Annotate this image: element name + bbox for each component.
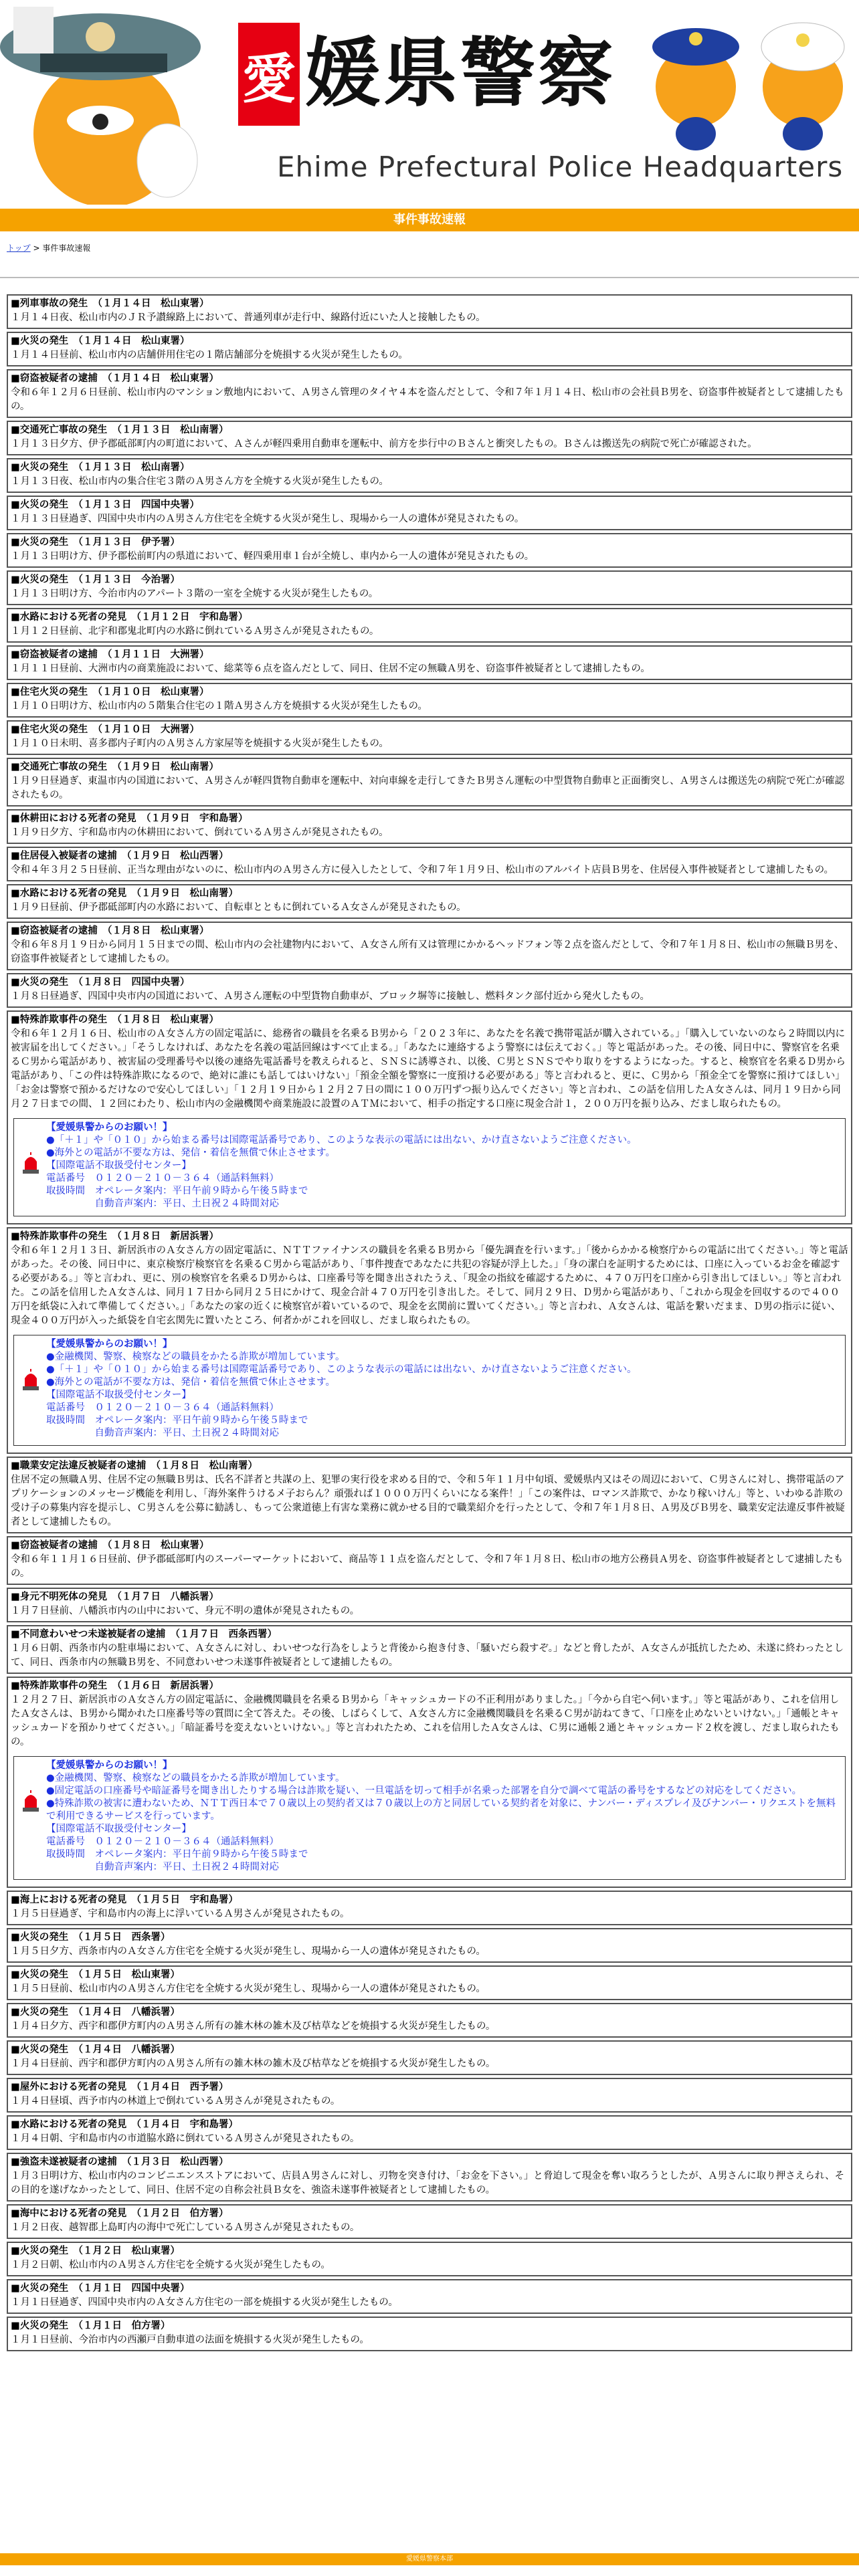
incident-body: 令和６年１２月１３日、新居浜市のＡ女さん方の固定電話に、ＮＴＴファイナンスの職員を名乗るＢ男から「優先調査を行います。」「後からかかる検察庁からの電話に出てください。」等と電話があった。その後、同日中に、東京検察庁検察官を名乗るＣ男から電話があり、「事件捜査であなたに共犯の容疑が浮上した。」「身の潔白を証明するためには、口座に入っているお金を確認する必要がある。」等と言われ、更に、別の検察官を名乗るＤ男からは、口座番号等を聞き出されたうえ、「現金の指紋を確認するために、４７０万円を口座から引き出してほしい。」等と言われた。この話を信用したＡ女さんは、同月１７日から同月２５日にかけて、現金合計４７０万円を引き出した。そして、同月２９日、Ｄ男から電話があり、「これから現金を回収するので４００万円を紙袋に入れて準備してください。」「あなたの家の近くに検察官が着いているので、現金を玄関前に置いてください。」等と言われ、Ａ女さんは、電話を繋いだまま、Ｄ男の指示に従い、現金４００万円が入った紙袋を自宅玄関先に置いたところ、何者かがこれを回収し、だまし取られたもの。 [11,1245,848,1326]
incident-title: ■火災の発生 （１月５日 松山東署） [11,1969,180,1980]
incident-body: 令和６年１１月１６日昼前、伊予郡砥部町内のスーパーマーケットにおいて、商品等１１点を盗んだとして、令和７年１月８日、松山市の地方公務員Ａ男を、窃盗事件被疑者として逮捕したもの。 [11,1554,844,1579]
incident-body: １月１３日昼過ぎ、四国中央市内のＡ男さん方住宅を全焼する火災が発生し、現場から一人の遺体が発見されたもの。 [11,514,524,524]
police-notice-box [13,1118,846,1216]
incident-body: 令和６年８月１９日から同月１５日までの間、松山市内の会社建物内において、Ａ女さん所有又は管理にかかるヘッドフォン等２点を盗んだとして、令和７年１月８日、松山市の無職Ｂ男を、窃盗事件被疑者として逮捕したもの。 [11,940,844,964]
incident-body: １月１４日昼前、松山市内の店舗併用住宅の１階店舗部分を焼損する火災が発生したもの。 [11,350,408,360]
notice-line: ●固定電話の口座番号や暗証番号を聞き出したりする場合は詐欺を疑い、一旦電話を切って相手が名乗った部署を自分で調べて電話の番号をするなどの対応をしてください。 [46,1786,802,1796]
incident-body: １月４日昼頃、西予市内の林道上で倒れているＡ男さんが発見されたもの。 [11,2096,341,2107]
incident-title: ■屋外における死者の発見 （１月４日 西予署） [11,2082,229,2092]
incident-item [7,2279,852,2314]
incident-title: ■身元不明死体の発見 （１月７日 八幡浜署） [11,1592,219,1602]
incident-item [7,1965,852,2000]
site-logo-english: Ehime Prefectural Police Headquarters [277,150,844,183]
notice-line: ●海外との電話が不要な方は、発信・着信を無償で休止させます。 [46,1377,335,1388]
breadcrumb-current: 事件事故速報 [42,243,91,253]
incident-body: １月１３日夕方、伊予郡砥部町内の町道において、Ａさんが軽四乗用自動車を運転中、前方を歩行中のＢさんと衝突したもの。Ｂさんは搬送先の病院で死亡が確認された。 [11,439,757,449]
incident-item [7,458,852,493]
incident-item [7,720,852,755]
incident-body: １月５日夕方、西条市内のＡ女さん方住宅を全焼する火災が発生し、現場から一人の遺体が発見されたもの。 [11,1946,486,1957]
incident-title: ■火災の発生 （１月１３日 伊予署） [11,537,180,548]
incident-title: ■火災の発生 （１月１３日 今治署） [11,574,180,585]
police-notice-box [13,1756,846,1880]
incident-title: ■列車事故の発生 （１月１４日 松山東署） [11,298,209,309]
incident-title: ■海中における死者の発見 （１月２日 伯方署） [11,2208,229,2219]
incident-title: ■休耕田における死者の発見 （１月９日 宇和島署） [11,813,248,824]
notice-line: ●「＋１」や「０１０」から始まる番号は国際電話番号であり、このような表示の電話には出ない、かけ直さないようご注意ください。 [46,1135,637,1146]
incident-title: ■火災の発生 （１月１４日 松山東署） [11,336,190,346]
police-mascot-left-image [0,0,221,205]
incident-body: 令和４年３月２５日昼前、正当な理由がないのに、松山市内のＡ男さん方に侵入したとして、令和７年１月９日、松山市のアルバイト店員Ｂ男を、住居侵入事件被疑者として逮捕したもの。 [11,865,834,875]
incident-item [7,2153,852,2202]
notice-line: ●金融機関、警察、検察などの職員をかたる詐欺が増加しています。 [46,1352,345,1362]
page-title: 事件事故速報 [0,209,859,231]
incident-list [7,294,852,2354]
incident-item [7,1227,852,1454]
notice-phone: 電話番号 ０１２０－２１０－３６４（通話料無料） [46,1836,279,1847]
incident-item [7,884,852,919]
notice-title: 【愛媛県警からのお願い！】 [46,1339,173,1350]
incident-item [7,294,852,329]
police-mascots-right-image [642,7,859,154]
incident-item [7,1625,852,1674]
incident-body: 令和６年１２月１６日、松山市のＡ女さん方の固定電話に、総務省の職員を名乗るＢ男から「２０２３年に、あなたを名義で携帯電話が購入されている。」「購入していないのなら２時間以内に被害届を出してください。」「そうしなければ、あなたを名義の電話回線はすべて止まる。」「あなたに連絡するよう警察には伝えておく。」等と電話があった。その後、同日中に、警察官を名乗るＣ男から電話があり、被害届の受理番号や以後の連絡先電話番号を教えられると、ＳＮＳに誘導され、以後、Ｃ男とＳＮＳでやり取りをするようになった。すると、検察官を名乗るＤ男から電話があり、「この件は特殊詐欺になるので、絶対に誰にも話してはいけない」「預金全額を警察に一度預ける必要がある」等と言われると、更に、Ｃ男から「預金全てを警察に預けてほしい」「お金は警察で預かるだけなので安心してほしい」「１２月１９日から１２月２７日の間に１００万円ずつ振り込んでください」等と言われ、この話を信用したＡ女さんは、同月１９日から同月２７日までの間、１２回にわたり、松山市内の金融機関や商業施設に設置のＡＴＭにおいて、相手の指定する口座に現金合計１，２００万円を振り込み、だまし取られたもの。 [11,1029,846,1109]
breadcrumb [7,242,90,253]
incident-item [7,1677,852,1888]
incident-item [7,2115,852,2150]
footer: 愛媛県警察本部 [0,2553,859,2565]
incident-body: １月９日夕方、宇和島市内の休耕田において、倒れているＡ男さんが発見されたもの。 [11,827,389,838]
incident-body: １月１日昼前、今治市内の西瀬戸自動車道の法面を焼損する火災が発生したもの。 [11,2335,369,2345]
incident-title: ■住宅火災の発生 （１月１０日 大洲署） [11,724,199,735]
notice-hours: 自動音声案内：平日、土日祝２４時間対応 [46,1198,279,1209]
incident-title: ■窃盗被疑者の逮捕 （１月８日 松山東署） [11,926,209,936]
notice-title: 【愛媛県警からのお願い！】 [46,1122,173,1133]
incident-body: １月１１日昼前、大洲市内の商業施設において、総菜等６点を盗んだとして、同日、住居不定の無職Ａ男を、窃盗事件被疑者として逮捕したもの。 [11,663,650,674]
incident-title: ■火災の発生 （１月２日 松山東署） [11,2246,180,2256]
incident-title: ■交通死亡事故の発生 （１月１３日 松山南署） [11,425,229,435]
incident-title: ■火災の発生 （１月１日 伯方署） [11,2321,171,2331]
notice-line: ●特殊詐欺の被害に遭わないため、ＮＴＴ西日本で７０歳以上の契約者又は７０歳以上の方と同居している契約者を対象に、ナンバー・ディスプレイ及びナンバー・リクエストを無料で利用できるサービスを行っています。 [46,1798,836,1822]
notice-phone-label: 【国際電話不取扱受付センター】 [46,1824,191,1834]
incident-item [7,369,852,418]
incident-title: ■特殊詐欺事件の発生 （１月８日 松山東署） [11,1014,219,1025]
incident-item [7,332,852,366]
incident-item [7,496,852,530]
incident-item [7,683,852,718]
notice-line: ●金融機関、警察、検察などの職員をかたる詐欺が増加しています。 [46,1773,345,1784]
site-header [0,0,859,213]
incident-item [7,2003,852,2038]
incident-item [7,1536,852,1585]
breadcrumb-home-link[interactable]: トップ [7,243,31,253]
incident-body: １月４日夕方、西宇和郡伊方町内のＡ男さん所有の雑木林の雑木及び枯草などを焼損する火災が発生したもの。 [11,2021,496,2032]
incident-title: ■職業安定法違反被疑者の逮捕 （１月８日 松山南署） [11,1461,258,1471]
incident-body: １月２日朝、松山市内のＡ男さん方住宅を全焼する火災が発生したもの。 [11,2260,330,2270]
incident-body: １月１０日未明、喜多郡内子町内のＡ男さん方家屋等を焼損する火災が発生したもの。 [11,738,389,749]
incident-item [7,421,852,455]
police-notice-box [13,1335,846,1446]
notice-line: ●海外との電話が不要な方は、発信・着信を無償で休止させます。 [46,1148,335,1158]
incident-title: ■火災の発生 （１月８日 四国中央署） [11,977,190,988]
notice-hours: 自動音声案内：平日、土日祝２４時間対応 [46,1862,279,1872]
incident-item [7,1928,852,1963]
incident-title: ■特殊詐欺事件の発生 （１月８日 新居浜署） [11,1231,219,1242]
incident-body: １月１２日昼前、北宇和郡鬼北町内の水路に倒れているＡ男さんが発見されたもの。 [11,626,379,637]
incident-title: ■火災の発生 （１月４日 八幡浜署） [11,2007,180,2018]
incident-title: ■不同意わいせつ未遂被疑者の逮捕 （１月７日 西条西署） [11,1629,277,1640]
incident-body: １２月２７日、新居浜市のＡ女さん方の固定電話に、金融機関職員を名乗るＢ男から「キャッシュカードの不正利用がありました。」「今から自宅へ伺います。」等と電話があり、これを信用したＡ女さんは、Ｂ男から聞かれた口座番号等の質問に全て答えた。その後、しばらくして、Ａ女さん方に金融機関職員を名乗るＣ男が訪ねてきて、「口座を止めないといけない。」「通帳とキャッシュカードを預かりせてください。」「暗証番号を変えないといけない。」等と言われたため、これを信用したＡ女さんは、Ｃ男に通帳２通とキャッシュカード２枚を渡し、だまし取られたもの。 [11,1695,840,1747]
notice-phone: 電話番号 ０１２０－２１０－３６４（通話料無料） [46,1402,279,1413]
incident-item [7,1457,852,1533]
incident-item [7,847,852,881]
incident-body: １月１３日明け方、伊予郡松前町内の県道において、軽四乗用車１台が全焼し、車内から一人の遺体が発見されたもの。 [11,551,535,562]
incident-item [7,608,852,643]
incident-item [7,1891,852,1925]
siren-icon [21,1368,41,1394]
incident-title: ■水路における死者の発見 （１月１２日 宇和島署） [11,612,248,623]
incident-body: １月９日昼過ぎ、東温市内の国道において、Ａ男さんが軽四貨物自動車を運転中、対向車線を走行してきたＢ男さん運転の中型貨物自動車と正面衝突し、Ａ男さんは搬送先の病院で死亡が確認されたもの。 [11,776,845,800]
incident-item [7,645,852,680]
incident-title: ■火災の発生 （１月１日 四国中央署） [11,2283,190,2294]
incident-item [7,1010,852,1224]
incident-body: １月１３日夜、松山市内の集合住宅３階のＡ男さん方を全焼する火災が発生したもの。 [11,476,389,487]
incident-body: １月２日夜、越智郡上島町内の海中で死亡しているＡ男さんが発見されたもの。 [11,2222,360,2233]
incident-item [7,2317,852,2351]
incident-item [7,2078,852,2113]
incident-title: ■特殊詐欺事件の発生 （１月６日 新居浜署） [11,1681,219,1691]
incident-body: 住居不定の無職Ａ男、住居不定の無職Ｂ男は、氏名不詳者と共謀の上、犯罪の実行役を求める目的で、令和５年１１月中旬頃、愛媛県内又はその周辺において、Ｃ男さんに対し、携帯電話のアプリケーションのメッセージ機能を利用し、「海外案件うけるメ子おらん？頑張れば１０００万円くらいになる案件！」「この案件は、ロマンス詐欺で、かなり稼いけん」等と、いわゆる詐欺の受け子の募集内容を提示し、Ｃ男さんを公募に勧誘し、もって公衆道徳上有害な業務に就かせる目的で職業紹介を行ったとして、令和７年１月８日、Ａ男及びＢ男を、職業安定法違反事件被疑者として逮捕したもの。 [11,1475,845,1527]
notice-phone: 電話番号 ０１２０－２１０－３６４（通話料無料） [46,1173,279,1184]
notice-title: 【愛媛県警からのお願い！】 [46,1760,173,1771]
notice-hours: 取扱時間 オペレータ案内：平日午前９時から午後５時まで [46,1186,308,1196]
incident-title: ■窃盗被疑者の逮捕 （１月１１日 大洲署） [11,649,209,660]
incident-body: １月１０日明け方、松山市内の５階集合住宅の１階Ａ男さん方を焼損する火災が発生したもの。 [11,701,427,712]
incident-item [7,758,852,807]
incident-title: ■窃盗被疑者の逮捕 （１月８日 松山東署） [11,1540,209,1551]
notice-phone-label: 【国際電話不取扱受付センター】 [46,1160,191,1171]
incident-body: １月１４日夜、松山市内のＪＲ予讃線路上において、普通列車が走行中、線路付近にいた人と接触したもの。 [11,312,486,323]
incident-title: ■交通死亡事故の発生 （１月９日 松山南署） [11,762,219,772]
incident-item [7,570,852,605]
incident-body: １月４日昼前、西宇和郡伊方町内のＡ男さん所有の雑木林の雑木及び枯草などを焼損する火災が発生したもの。 [11,2058,496,2069]
incident-item [7,533,852,568]
siren-icon [21,1151,41,1178]
incident-body: １月１日昼過ぎ、四国中央市内のＡ女さん方住宅の一部を焼損する火災が発生したもの。 [11,2297,398,2308]
siren-icon [21,1789,41,1816]
notice-line: ●「＋１」や「０１０」から始まる番号は国際電話番号であり、このような表示の電話には出ない、かけ直さないようご注意ください。 [46,1364,637,1375]
incident-item [7,1588,852,1622]
incident-body: １月５日昼前、松山市内のＡ男さん方住宅を全焼する火災が発生し、現場から一人の遺体が発見されたもの。 [11,1983,486,1994]
incident-item [7,2204,852,2239]
incident-body: １月５日昼過ぎ、宇和島市内の海上に浮いているＡ男さんが発見されたもの。 [11,1909,350,1919]
site-logo-text: 媛県警察 [305,29,615,117]
incident-body: １月９日昼前、伊予郡砥部町内の水路において、自転車とともに倒れているＡ女さんが発見されたもの。 [11,902,466,913]
incident-title: ■火災の発生 （１月１３日 四国中央署） [11,500,199,510]
incident-title: ■海上における死者の発見 （１月５日 宇和島署） [11,1895,238,1905]
incident-body: １月１３日明け方、今治市内のアパート３階の一室を全焼する火災が発生したもの。 [11,588,379,599]
incident-item [7,809,852,844]
incident-title: ■水路における死者の発見 （１月４日 宇和島署） [11,2119,238,2130]
incident-title: ■水路における死者の発見 （１月９日 松山南署） [11,888,238,899]
incident-body: 令和６年１２月６日昼前、松山市内のマンション敷地内において、Ａ男さん管理のタイヤ４本を盗んだとして、令和７年１月１４日、松山市の会社員Ｂ男を、窃盗事件被疑者として逮捕したもの。 [11,387,844,412]
incident-title: ■窃盗被疑者の逮捕 （１月１４日 松山東署） [11,373,219,384]
incident-body: １月６日朝、西条市内の駐車場において、Ａ女さんに対し、わいせつな行為をしようと背後から抱き付き、「騒いだら殺すぞ。」などと脅したが、Ａ女さんが抵抗したため、未遂に終わったとして、同日、西条市内の無職Ｂ男を、不同意わいせつ未遂事件被疑者として逮捕したもの。 [11,1643,844,1668]
incident-body: １月３日明け方、松山市内のコンビニエンスストアにおいて、店員Ａ男さんに対し、刃物を突き付け、「お金を下さい。」と脅迫して現金を奪い取ろうとしたが、Ａ男さんに取り押さえられ、その目的を遂げなかったとして、同日、住居不定の自称会社員Ｂ女を、強盗未遂事件被疑者として逮捕したもの。 [11,2171,845,2195]
incident-item [7,2242,852,2276]
incident-title: ■火災の発生 （１月１３日 松山南署） [11,462,190,473]
divider [0,277,859,278]
incident-item [7,2040,852,2075]
incident-body: １月８日昼過ぎ、四国中央市内の国道において、Ａ男さん運転の中型貨物自動車が、ブロック塀等に接触し、燃料タンク部付近から発火したもの。 [11,991,650,1002]
incident-title: ■住宅火災の発生 （１月１０日 松山東署） [11,687,209,697]
notice-hours: 取扱時間 オペレータ案内：平日午前９時から午後５時まで [46,1415,308,1426]
incident-title: ■火災の発生 （１月５日 西条署） [11,1932,171,1943]
notice-hours: 自動音声案内：平日、土日祝２４時間対応 [46,1428,279,1438]
breadcrumb-separator: > [33,243,40,253]
logo-ai-mark: 愛 [238,23,300,126]
incident-item [7,922,852,970]
incident-body: １月７日昼前、八幡浜市内の山中において、身元不明の遺体が発見されたもの。 [11,1606,360,1616]
notice-phone-label: 【国際電話不取扱受付センター】 [46,1390,191,1400]
incident-title: ■住居侵入被疑者の逮捕 （１月９日 松山西署） [11,851,229,861]
incident-body: １月４日朝、宇和島市内の市道脇水路に倒れているＡ男さんが発見されたもの。 [11,2133,360,2144]
incident-item [7,973,852,1008]
incident-title: ■強盗未遂被疑者の逮捕 （１月３日 松山西署） [11,2157,229,2167]
notice-hours: 取扱時間 オペレータ案内：平日午前９時から午後５時まで [46,1849,308,1860]
incident-title: ■火災の発生 （１月４日 八幡浜署） [11,2044,180,2055]
